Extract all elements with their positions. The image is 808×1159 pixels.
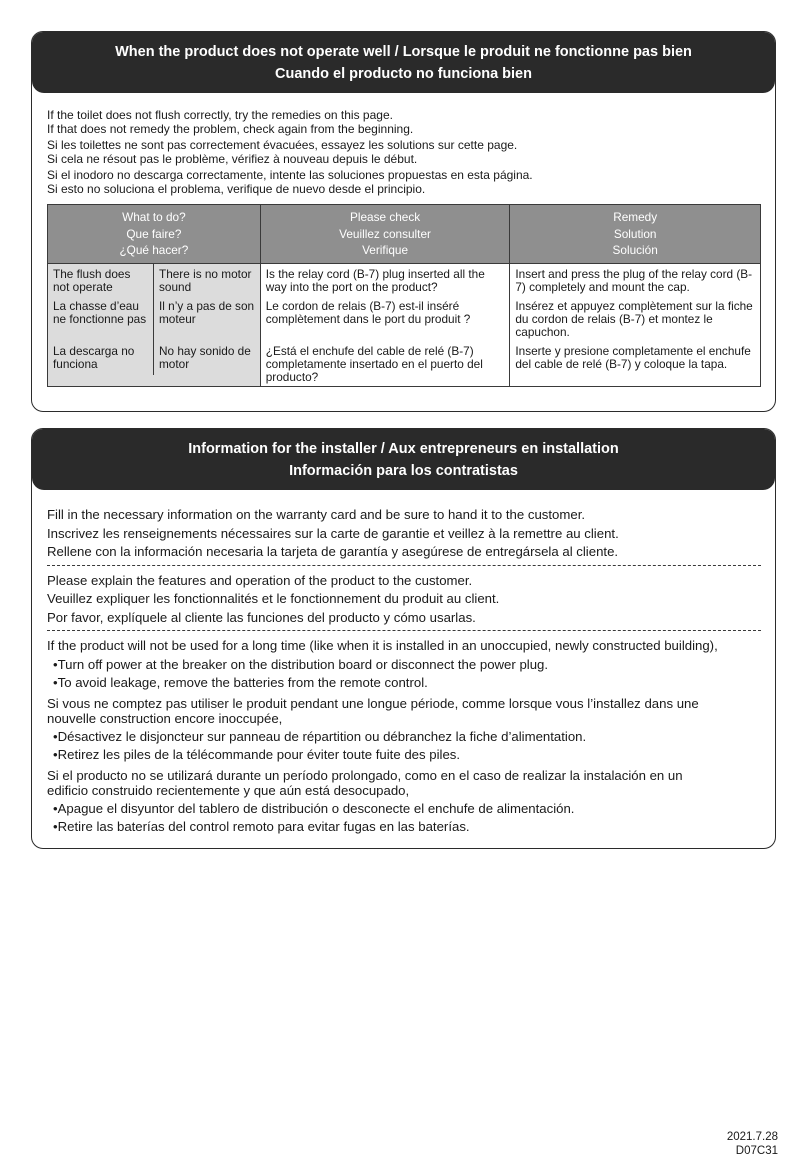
- instruction-line: If the product will not be used for a long time (like when it is installed in an unoccupied, newly constructed building),: [47, 638, 718, 653]
- remedy-text: Insert and press the plug of the relay cord (B-7) completely and mount the cap.: [515, 266, 753, 294]
- explanation-instructions: [47, 571, 761, 630]
- intro-line: If that does not remedy the problem, check again from the beginning.: [47, 122, 414, 136]
- dashed-divider: [47, 565, 761, 566]
- instruction-line: Please explain the features and operation of the product to the customer.: [47, 572, 473, 588]
- bullet-item: •To avoid leakage, remove the batteries from the remote control.: [53, 675, 428, 690]
- remedy-cell: [510, 263, 761, 386]
- what-to-do-cell: [48, 263, 261, 386]
- header-title-line: Información para los contratistas: [289, 463, 518, 479]
- troubleshooting-panel: [31, 31, 776, 412]
- instruction-line: nouvelle construction encore inoccupée,: [47, 710, 283, 726]
- instruction-line: Si el producto no se utilizará durante un período prolongado, como en el caso de realizar la instalación en un: [47, 767, 683, 783]
- remedy-text: Insérez et appuyez complètement sur la fiche du cordon de relais (B-7) et montez le capuchon.: [515, 298, 753, 339]
- column-header-please-check: Please check Veuillez consulter Verifique: [260, 205, 510, 264]
- installer-info-panel: [31, 428, 776, 849]
- intro-line: If the toilet does not flush correctly, try the remedies on this page.: [47, 108, 393, 122]
- symptom-text: Il n’y a pas de son moteur: [158, 298, 255, 326]
- problem-text: La chasse d’eau ne fonctionne pas: [53, 298, 147, 326]
- bullet-item: •Apague el disyuntor del tablero de distribución o desconecte el enchufe de alimentación.: [53, 800, 575, 816]
- instruction-line: Veuillez expliquer les fonctionnalités et le fonctionnement du produit au client.: [47, 591, 500, 606]
- instruction-line: Rellene con la información necesaria la tarjeta de garantía y asegúrese de entregársela al cliente.: [47, 544, 619, 559]
- intro-paragraph-en: [47, 108, 761, 136]
- header-title-line: Cuando el producto no funciona bien: [275, 66, 532, 82]
- bullet-item: •Désactivez le disjoncteur sur panneau de répartition ou débranchez la fiche d’alimentation.: [53, 728, 587, 744]
- footer-code: D07C31: [735, 1145, 778, 1157]
- table-header-row: [48, 205, 761, 264]
- dashed-divider: [47, 630, 761, 631]
- intro-line: Si el inodoro no descarga correctamente, intente las soluciones propuestas en esta página.: [47, 168, 533, 182]
- check-text: ¿Está el enchufe del cable de relé (B-7) completamente insertado en el puerto del producto?: [265, 343, 483, 384]
- column-header-remedy: Remedy Solution Solución: [510, 205, 761, 264]
- installer-info-header: [32, 429, 775, 490]
- intro-line: Si les toilettes ne sont pas correctement évacuées, essayez les solutions sur cette page.: [47, 138, 518, 152]
- bullet-item: •Turn off power at the breaker on the distribution board or disconnect the power plug.: [53, 656, 549, 672]
- check-text: Le cordon de relais (B-7) est-il inséré complètement dans le port du produit ?: [265, 298, 471, 326]
- symptom-text: There is no motor sound: [158, 266, 252, 294]
- symptom-text: No hay sonido de motor: [158, 343, 251, 371]
- footer-date: 2021.7.28: [726, 1131, 778, 1143]
- intro-paragraph-fr: [47, 138, 761, 166]
- intro-paragraph-es: [47, 168, 761, 196]
- bullet-item: •Retire las baterías del control remoto para evitar fugas en las baterías.: [53, 819, 470, 834]
- warranty-instructions: [47, 505, 761, 564]
- instruction-line: edificio construido recientemente y que aún está desocupado,: [47, 782, 410, 798]
- remedy-text: Inserte y presione completamente el enchufe del cable de relé (B-7) y coloque la tapa.: [515, 343, 751, 371]
- check-text: Is the relay cord (B-7) plug inserted all the way into the port on the product?: [265, 266, 485, 294]
- document-footer: [727, 1130, 778, 1158]
- long-term-storage-instructions: [47, 636, 761, 839]
- please-check-cell: [260, 263, 510, 386]
- bullet-item: •Retirez les piles de la télécommande pour éviter toute fuite des piles.: [53, 747, 461, 762]
- table-row: [48, 263, 761, 386]
- problem-text: La descarga no funciona: [53, 343, 135, 371]
- header-title-line: Information for the installer / Aux entrepreneurs en installation: [188, 441, 619, 457]
- instruction-line: Por favor, explíquele al cliente las funciones del producto y cómo usarlas.: [47, 609, 476, 625]
- troubleshooting-table: [47, 204, 761, 387]
- troubleshooting-header: [32, 32, 775, 93]
- instruction-line: Inscrivez les renseignements nécessaires sur la carte de garantie et veillez à la remettre au client.: [47, 525, 619, 541]
- header-title-line: When the product does not operate well / Lorsque le produit ne fonctionne pas bien: [115, 44, 692, 60]
- column-header-what-to-do: What to do? Que faire? ¿Qué hacer?: [48, 205, 261, 264]
- intro-line: Si cela ne résout pas le problème, vérifiez à nouveau depuis le début.: [47, 152, 418, 166]
- intro-line: Si esto no soluciona el problema, verifique de nuevo desde el principio.: [47, 182, 426, 196]
- problem-text: The flush does not operate: [53, 266, 131, 294]
- instruction-line: Si vous ne comptez pas utiliser le produit pendant une longue période, comme lorsque vous l’installez dans une: [47, 695, 699, 711]
- instruction-line: Fill in the necessary information on the warranty card and be sure to hand it to the customer.: [47, 507, 586, 522]
